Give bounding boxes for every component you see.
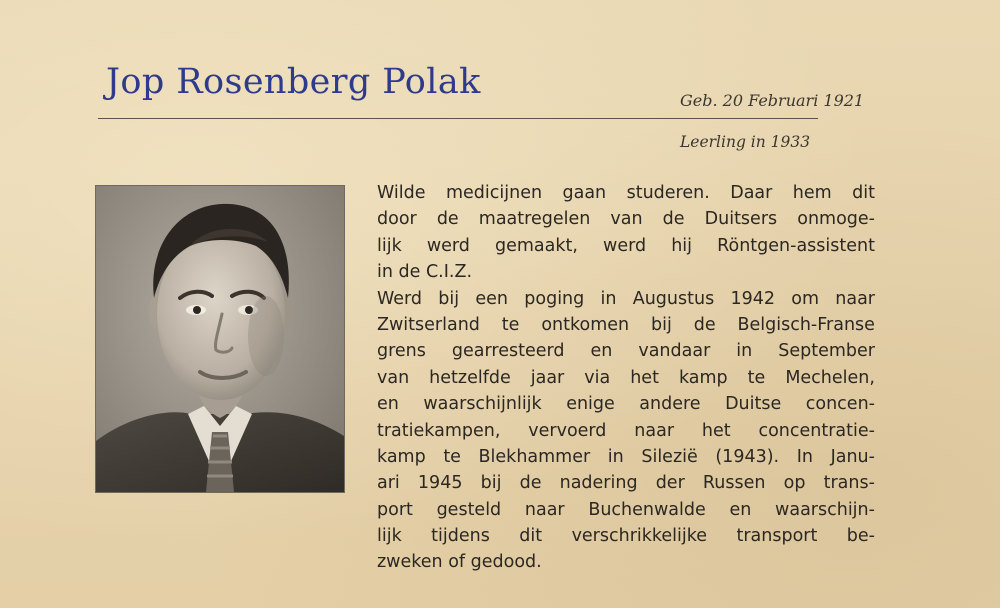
biography-line-1: Wilde medicijnen gaan studeren. Daar hem dit (377, 183, 875, 203)
biography-line-8: van hetzelfde jaar via het kamp te Mechelen, (377, 367, 875, 388)
biography-line-2: door de maatregelen van de Duitsers onmoge- (377, 209, 875, 230)
portrait-photo (96, 186, 344, 492)
portrait-photo-icon (96, 186, 344, 492)
biography-line-14: lijk tijdens dit verschrikkelijke transport be- (377, 526, 875, 547)
biography-line-11: kamp te Blekhammer in Silezië (1943). In Janu- (377, 446, 875, 467)
biography-line-13: port gesteld naar Buchenwalde en waarschijn- (377, 499, 875, 520)
biography-line-3: lijk werd gemaakt, werd hij Röntgen-assistent (377, 235, 875, 256)
biography-line-10: tratiekampen, vervoerd naar het concentratie- (377, 420, 875, 441)
biography-text (377, 180, 875, 576)
birth-date: Geb. 20 Februari 1921 (680, 91, 865, 110)
biography-line-5: Werd bij een poging in Augustus 1942 om naar (377, 288, 875, 309)
biography-line-4: in de C.I.Z. (377, 262, 473, 283)
biography-line-15: zweken of gedood. (377, 552, 542, 573)
header-divider (98, 118, 818, 119)
biography-line-12: ari 1945 bij de nadering der Russen op trans- (377, 473, 875, 494)
biography-line-6: Zwitserland te ontkomen bij de Belgisch-Franse (377, 314, 875, 335)
biography-line-7: grens gearresteerd en vandaar in September (377, 341, 875, 362)
student-year: Leerling in 1933 (680, 133, 811, 151)
biography-line-9: en waarschijnlijk enige andere Duitse concen- (377, 394, 875, 415)
person-name: Jop Rosenberg Polak (106, 62, 481, 102)
